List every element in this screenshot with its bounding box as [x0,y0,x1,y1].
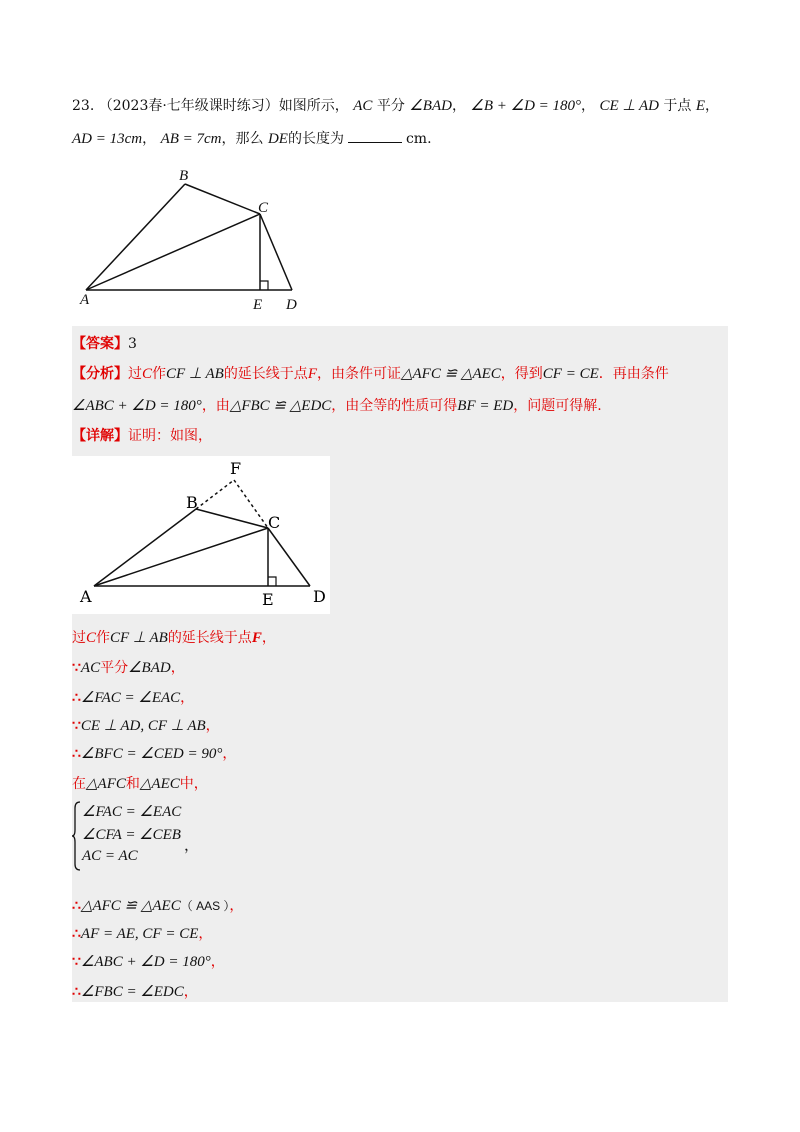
comma: ， [180,690,195,706]
proof-text: 平分 [100,660,129,676]
label-b: B [179,168,189,184]
comma: ， [183,984,198,1000]
system-row-2: ∠CFA = ∠CEB [82,827,181,843]
proof-text: 中， [179,776,208,792]
comma: ， [229,898,244,914]
label-e: E [262,590,274,609]
answer-blank[interactable] [348,128,402,143]
segment-ac [86,214,260,290]
proof-line-10 [72,982,198,1002]
proof-line-8 [72,924,212,944]
label-a: A [80,587,92,606]
angle-sum: ∠ABC + ∠D = 180° [80,954,211,970]
label-d: D [313,587,326,606]
analysis-line-1 [72,364,669,384]
proof-text: 和 [125,776,140,792]
analysis-text: ，由全等的性质可得 [331,398,458,414]
proof-line-7 [72,896,243,916]
segment-ac: AC [353,98,373,114]
triangle-afc: △AFC [86,776,126,792]
angle-sum: ∠B + ∠D = 180° [470,98,582,114]
therefore-symbol: ∴ [72,898,81,914]
detail-tag: 【详解】 [72,428,128,444]
analysis-text: ，得到 [500,366,543,382]
figure-2-quadrilateral [72,456,330,614]
label-e: E [253,297,263,313]
then-text: ，那么 [221,131,264,147]
comma: ， [210,954,225,970]
equation-system [72,800,272,872]
analysis-text: ，由 [201,398,230,414]
left-brace [72,800,82,872]
question-line-2 [72,128,432,149]
proof-line-9 [72,952,225,972]
analysis-text: ．再由条件 [598,366,669,382]
right-angle-mark [268,577,276,586]
answer-line [72,334,137,354]
proof-line-5 [72,744,236,764]
answer-value: 3 [128,336,137,352]
proof-line-1 [72,628,276,648]
right-angles: ∠BFC = ∠CED = 90° [80,746,223,762]
comma: ， [170,660,185,676]
therefore-symbol: ∴ [72,926,81,942]
proof-line-3 [72,688,194,708]
cf-perp-ab: CF ⊥ AB [110,630,168,646]
segment-ab [94,509,196,586]
label-a: A [80,292,90,308]
cf-perp-ab: CF ⊥ AB [166,366,224,382]
segment-de: DE [267,131,288,147]
length-text: 的长度为 [287,131,344,147]
aas-note: （ AAS ） [180,899,230,913]
analysis-text: ，问题可得解. [513,398,602,414]
segment-ab [86,184,185,290]
analysis-text: 作 [152,366,167,382]
segment-ac [94,528,268,586]
ab-length: AB = 7cm [160,131,222,147]
perpendiculars: CE ⊥ AD, CF ⊥ AB [80,718,206,734]
proof-text: ， [261,630,276,646]
proof-text: 过 [72,630,86,646]
angle-fbc-edc: ∠FBC = ∠EDC [80,984,184,1000]
congruence-fbc-edc: △FBC ≌ △EDC [229,398,332,414]
comma: ， [205,718,220,734]
proof-line-6 [72,774,208,794]
therefore-symbol: ∴ [72,984,81,1000]
right-angle-mark [260,281,268,290]
detail-line [72,426,212,446]
cf-equals-ce: CF = CE [542,366,599,382]
segment-bc [196,509,268,528]
analysis-line-2 [72,396,602,416]
unit: cm [405,131,428,147]
proof-text: 的延长线于点 [167,630,252,646]
because-symbol: ∵ [72,660,81,676]
point-c: C [142,366,153,382]
question-line-1 [72,96,719,116]
angle-fac-eac: ∠FAC = ∠EAC [80,690,181,706]
system-row-3: AC = AC [82,848,138,864]
angle-bad: ∠BAD [128,660,171,676]
bf-equals-ed: BF = ED [457,398,514,414]
point-f: F [251,630,262,646]
analysis-text: 的延长线于点 [223,366,308,382]
comma: ， [142,131,157,147]
label-c: C [258,200,269,216]
angle-bad: ∠BAD [409,98,452,114]
ce-perp-ad: CE ⊥ AD [599,98,659,114]
bisect-text: 平分 [376,98,405,114]
question-source: （2023春·七年级课时练习）如图所示， [98,98,349,114]
comma: ， [705,98,720,114]
segment-cd [260,214,292,290]
label-d: D [286,297,297,313]
foot-text: 于点 [663,98,692,114]
therefore-symbol: ∴ [72,746,81,762]
because-symbol: ∵ [72,954,81,970]
therefore-symbol: ∴ [72,690,81,706]
comma: ， [581,98,596,114]
equal-segments: AF = AE, CF = CE [80,926,199,942]
label-b: B [186,493,198,512]
comma: ， [451,98,466,114]
analysis-tag: 【分析】 [72,366,128,382]
because-symbol: ∵ [72,718,81,734]
system-end: ， [184,838,200,854]
triangle-aec: △AEC [139,776,180,792]
proof-text: 作 [96,630,111,646]
answer-tag: 【答案】 [72,336,128,352]
question-number: 23. [72,98,95,114]
analysis-text: ，由条件可证 [316,366,401,382]
ad-length: AD = 13cm [72,131,143,147]
proof-line-2 [72,658,185,678]
point-f: F [307,366,317,382]
comma: ， [222,746,237,762]
congruence-afc-aec: △AFC ≌ △AEC [80,898,181,914]
angle-abc-d-sum: ∠ABC + ∠D = 180° [72,398,202,414]
label-f: F [230,459,242,478]
period: . [427,131,432,147]
congruence-afc-aec: △AFC ≌ △AEC [400,366,501,382]
detail-text: 证明：如图， [128,428,212,444]
analysis-text: 过 [128,366,142,382]
segment-ac: AC [80,660,101,676]
figure-1-quadrilateral [70,164,320,320]
point-c: C [86,630,97,646]
proof-line-4 [72,716,220,736]
segment-bc [185,184,260,214]
comma: ， [198,926,213,942]
dashed-bf [196,480,234,509]
label-c: C [268,513,281,532]
proof-text: 在 [72,776,86,792]
figure-2-background [72,456,330,614]
point-e: E [695,98,706,114]
system-row-1: ∠FAC = ∠EAC [82,804,182,820]
